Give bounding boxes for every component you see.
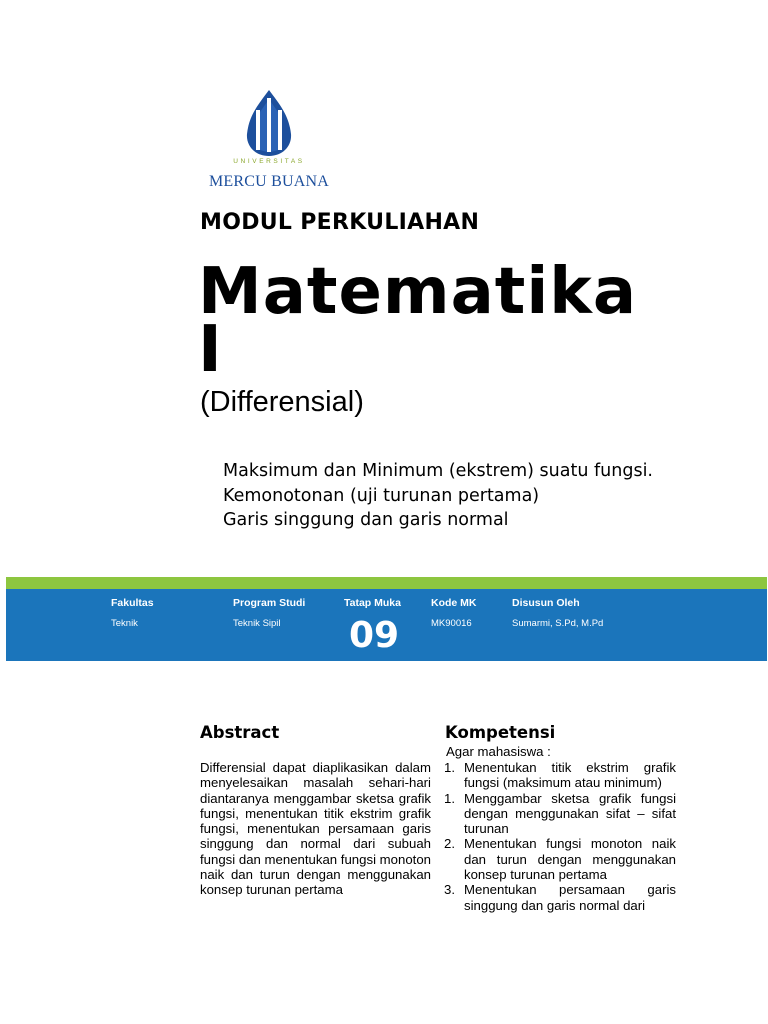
kompetensi-item: [444, 882, 676, 913]
kompetensi-heading: Kompetensi: [445, 723, 556, 742]
topic-item: Maksimum dan Minimum (ekstrem) suatu fungsi.: [223, 461, 653, 481]
program-studi-value: Teknik Sipil: [233, 618, 281, 629]
fakultas-value: Teknik: [111, 618, 138, 629]
page-title: Matematika I: [198, 255, 638, 387]
kompetensi-item-number: 3.: [444, 882, 455, 898]
logo-university-name: MERCU BUANA: [209, 173, 329, 190]
kompetensi-item-number: 1.: [444, 790, 455, 806]
disusun-oleh-label: Disusun Oleh: [512, 597, 580, 609]
kompetensi-item-number: 1.: [444, 760, 455, 775]
disusun-oleh-value: Sumarmi, S.Pd, M.Pd: [512, 618, 604, 629]
kompetensi-intro: Agar mahasiswa :: [446, 744, 551, 759]
kompetensi-item: [444, 836, 676, 882]
green-stripe: [6, 577, 767, 589]
kompetensi-item: [444, 791, 676, 837]
course-info-bar: [6, 589, 767, 661]
kode-mk-value: MK90016: [431, 618, 472, 629]
topic-item: Kemonotonan (uji turunan pertama): [223, 485, 540, 506]
kompetensi-list: [444, 760, 676, 913]
topic-list: [223, 459, 653, 533]
logo-university-label: UNIVERSITAS: [233, 158, 305, 165]
fakultas-label: Fakultas: [111, 597, 154, 609]
kompetensi-item-text: Menentukan titik ekstrim grafik fungsi (maksimum atau minimum): [464, 760, 676, 791]
modul-label: MODUL PERKULIAHAN: [200, 210, 480, 235]
tatap-muka-label: Tatap Muka: [344, 597, 401, 609]
kompetensi-item: [444, 760, 676, 791]
mercu-buana-flame-icon: [199, 88, 339, 158]
kompetensi-item-text: Menentukan fungsi monoton naik dan turun dengan menggunakan konsep turunan pertama: [464, 836, 676, 883]
university-logo: [199, 88, 339, 196]
kompetensi-item-text: Menentukan persamaan garis singgung dan garis normal dari: [464, 882, 676, 913]
program-studi-label: Program Studi: [233, 597, 306, 609]
abstract-text: Differensial dapat diaplikasikan dalam menyelesaikan masalah sehari-hari diantaranya menggambar sketsa grafik fungsi, menentukan titik ekstrim grafik fungsi, menentukan persamaan garis singgung dan normal dari subuah fungsi dan menentukan fungsi monoton naik dan turun dengan menggunakan konsep turunan pertama: [200, 760, 431, 898]
tatap-muka-value: 09: [349, 615, 400, 656]
topic-item: Garis singgung dan garis normal: [223, 510, 509, 530]
kompetensi-item-number: 2.: [444, 836, 455, 852]
abstract-heading: Abstract: [200, 723, 280, 742]
kompetensi-item-text: Menggambar sketsa grafik fungsi dengan menggunakan sifat – sifat turunan: [464, 790, 676, 837]
page-subtitle: (Differensial): [200, 386, 364, 418]
kode-mk-label: Kode MK: [431, 597, 477, 609]
